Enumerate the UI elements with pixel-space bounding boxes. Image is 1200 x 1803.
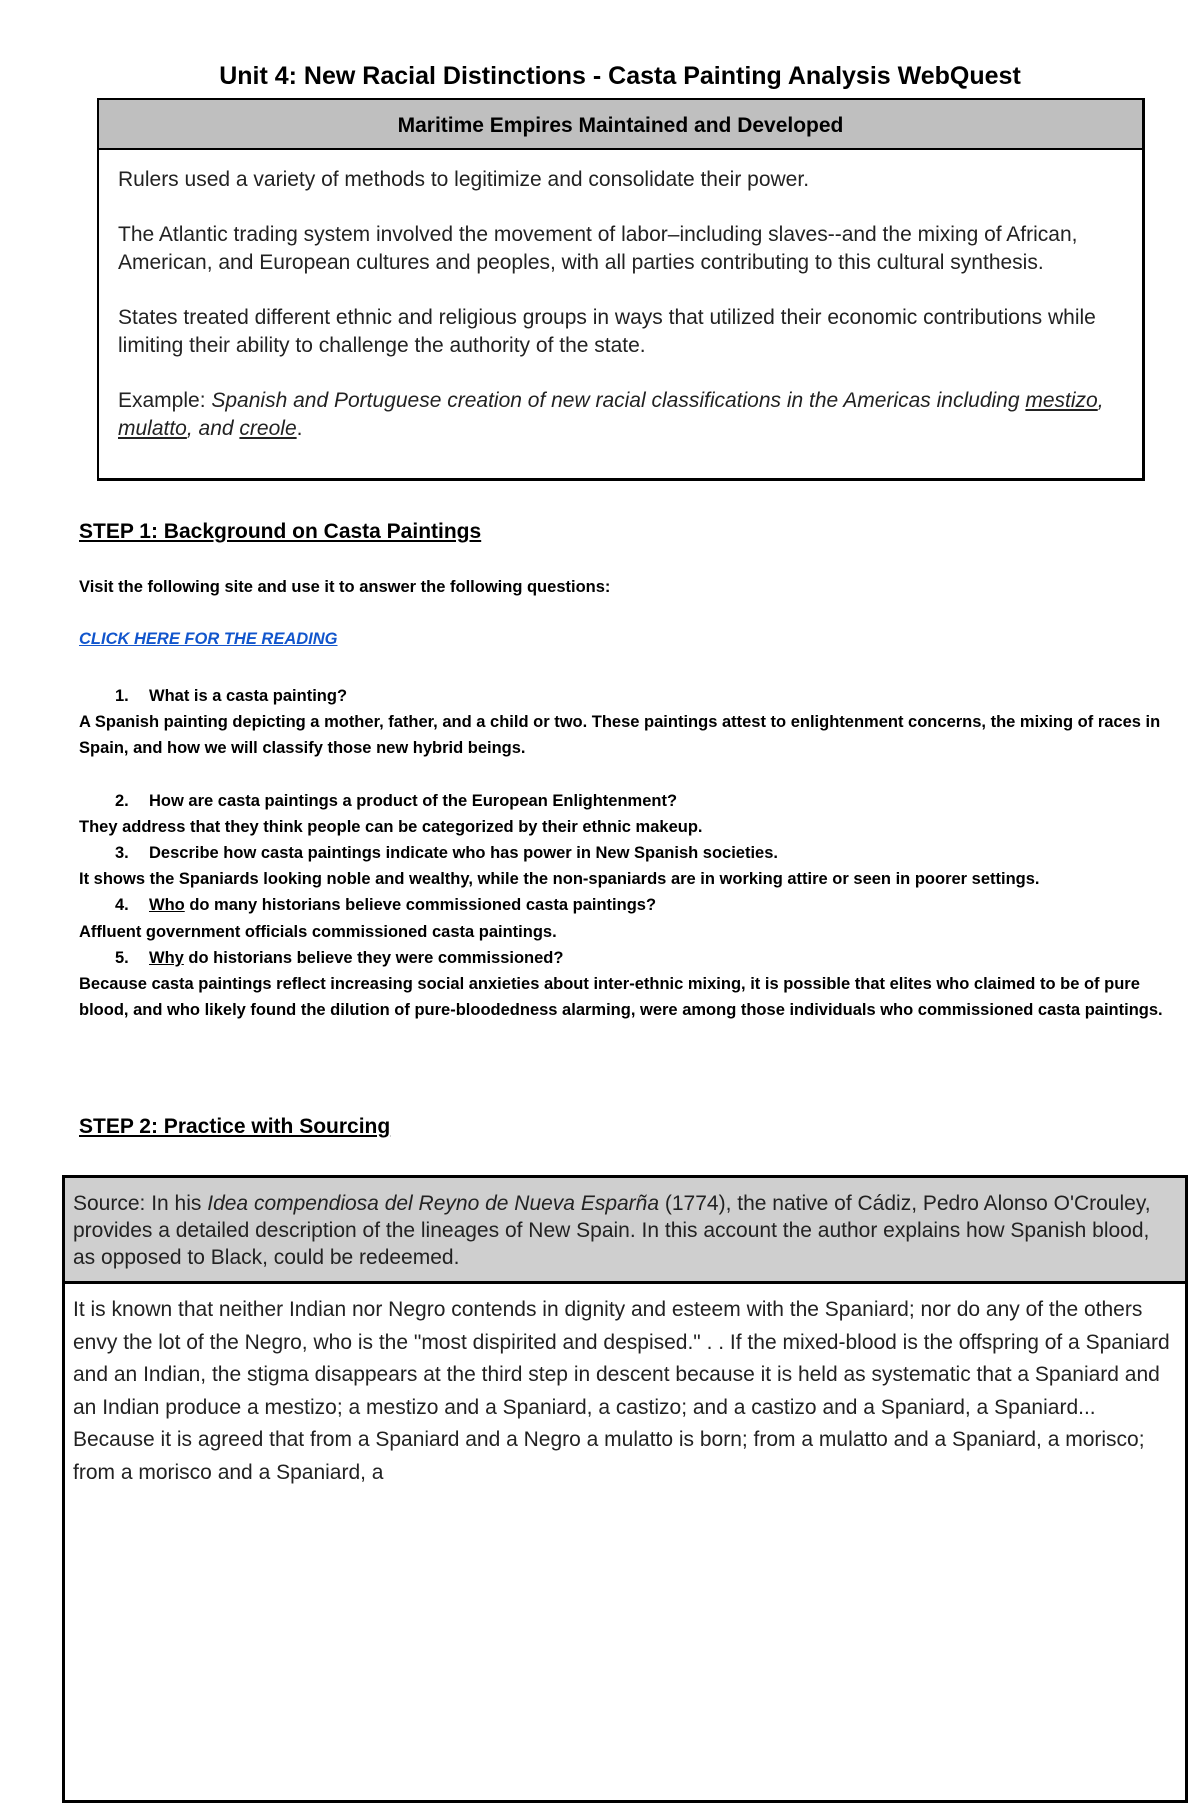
- example-text: Spanish and Portuguese creation of new racial classifications in the Americas including: [211, 389, 1026, 412]
- question-text: What is a casta painting?: [149, 687, 348, 705]
- source-box: [62, 1175, 1188, 1803]
- standards-box-header: Maritime Empires Maintained and Developed: [99, 100, 1142, 150]
- questions-list: [79, 683, 1169, 1023]
- standards-paragraph-3: States treated different ethnic and religious groups in ways that utilized their economic contributions while limiting their ability to challenge the authority of the state.: [118, 306, 1096, 357]
- question-text: do historians believe they were commissioned?: [183, 948, 564, 967]
- question-number: 1.: [115, 687, 129, 705]
- question-number: 2.: [115, 791, 129, 810]
- question-keyword: Who: [149, 896, 185, 915]
- reading-link[interactable]: CLICK HERE FOR THE READING: [79, 630, 338, 648]
- question-number: 4.: [115, 896, 129, 915]
- step2-title: STEP 2: Practice with Sourcing: [79, 1115, 391, 1138]
- standards-box: [97, 98, 1145, 481]
- term-creole: creole: [239, 417, 297, 440]
- question-3: [79, 840, 1169, 866]
- separator: ,: [1097, 389, 1104, 412]
- question-1: [79, 683, 1169, 709]
- source-prefix: Source: In his: [73, 1192, 208, 1215]
- source-work-title: Idea compendiosa del Reyno de Nueva Esparña: [207, 1192, 660, 1215]
- question-2: [79, 788, 1169, 814]
- page-title: Unit 4: New Racial Distinctions - Casta Painting Analysis WebQuest: [219, 62, 1021, 90]
- question-5: [79, 945, 1169, 971]
- standards-example: [118, 387, 1124, 443]
- term-mestizo: mestizo: [1025, 389, 1098, 412]
- answer-1: A Spanish painting depicting a mother, father, and a child or two. These paintings attest to enlightenment concerns, the mixing of races in Spain, and how we will classify those new hybrid beings.: [79, 713, 1161, 758]
- question-text: do many historians believe commissioned casta paintings?: [184, 896, 657, 915]
- question-keyword: Why: [149, 948, 184, 967]
- answer-3: It shows the Spaniards looking noble and wealthy, while the non-spaniards are in working attire or seen in poorer settings.: [79, 870, 1040, 889]
- source-quote: It is known that neither Indian nor Negro contends in dignity and esteem with the Spaniard; nor do any of the others envy the lot of the Negro, who is the "most dispirited and despised." . . If the mixed-blood is the offspring of a Spaniard and an Indian, the stigma disappears at the third step in descent because it is held as systematic that a Spaniard and an Indian produce a mestizo; a mestizo and a Spaniard, a castizo; and a castizo and a Spaniard, a Spaniard... Because it is agreed that from a Spaniard and a Negro a mulatto is born; from a mulatto and a Spaniard, a morisco; from a morisco and a Spaniard, a: [73, 1298, 1170, 1484]
- question-number: 3.: [115, 844, 129, 863]
- example-end: .: [296, 417, 303, 440]
- step1-title: STEP 1: Background on Casta Paintings: [79, 520, 482, 543]
- question-text: Describe how casta paintings indicate who has power in New Spanish societies.: [149, 844, 778, 863]
- standards-paragraph-1: Rulers used a variety of methods to legitimize and consolidate their power.: [118, 168, 810, 191]
- question-number: 5.: [115, 948, 129, 967]
- standards-paragraph-2: The Atlantic trading system involved the movement of labor–including slaves--and the mixing of African, American, and European cultures and peoples, with all parties contributing to this cultural synthesis.: [118, 223, 1078, 274]
- standards-box-body: [99, 150, 1142, 443]
- example-label: Example:: [118, 389, 212, 412]
- source-description: (1774), the native of Cádiz, Pedro Alonso O'Crouley, provides a detailed description of the lineages of New Spain. In this account the author explains how Spanish blood, as opposed to Black, could be redeemed.: [73, 1192, 1151, 1269]
- step1-instructions: Visit the following site and use it to answer the following questions:: [79, 578, 611, 596]
- answer-2: They address that they think people can be categorized by their ethnic makeup.: [79, 817, 703, 836]
- separator: , and: [186, 417, 240, 440]
- question-text: How are casta paintings a product of the European Enlightenment?: [149, 791, 678, 810]
- answer-4: Affluent government officials commissioned casta paintings.: [79, 922, 557, 941]
- question-4: [79, 892, 1169, 918]
- source-citation: [65, 1178, 1185, 1284]
- answer-5: Because casta paintings reflect increasing social anxieties about inter-ethnic mixing, it is possible that elites who claimed to be of pure blood, and who likely found the dilution of pure-bloodedness alarming, were among those individuals who commissioned casta paintings.: [79, 975, 1163, 1020]
- term-mulatto: mulatto: [118, 417, 187, 440]
